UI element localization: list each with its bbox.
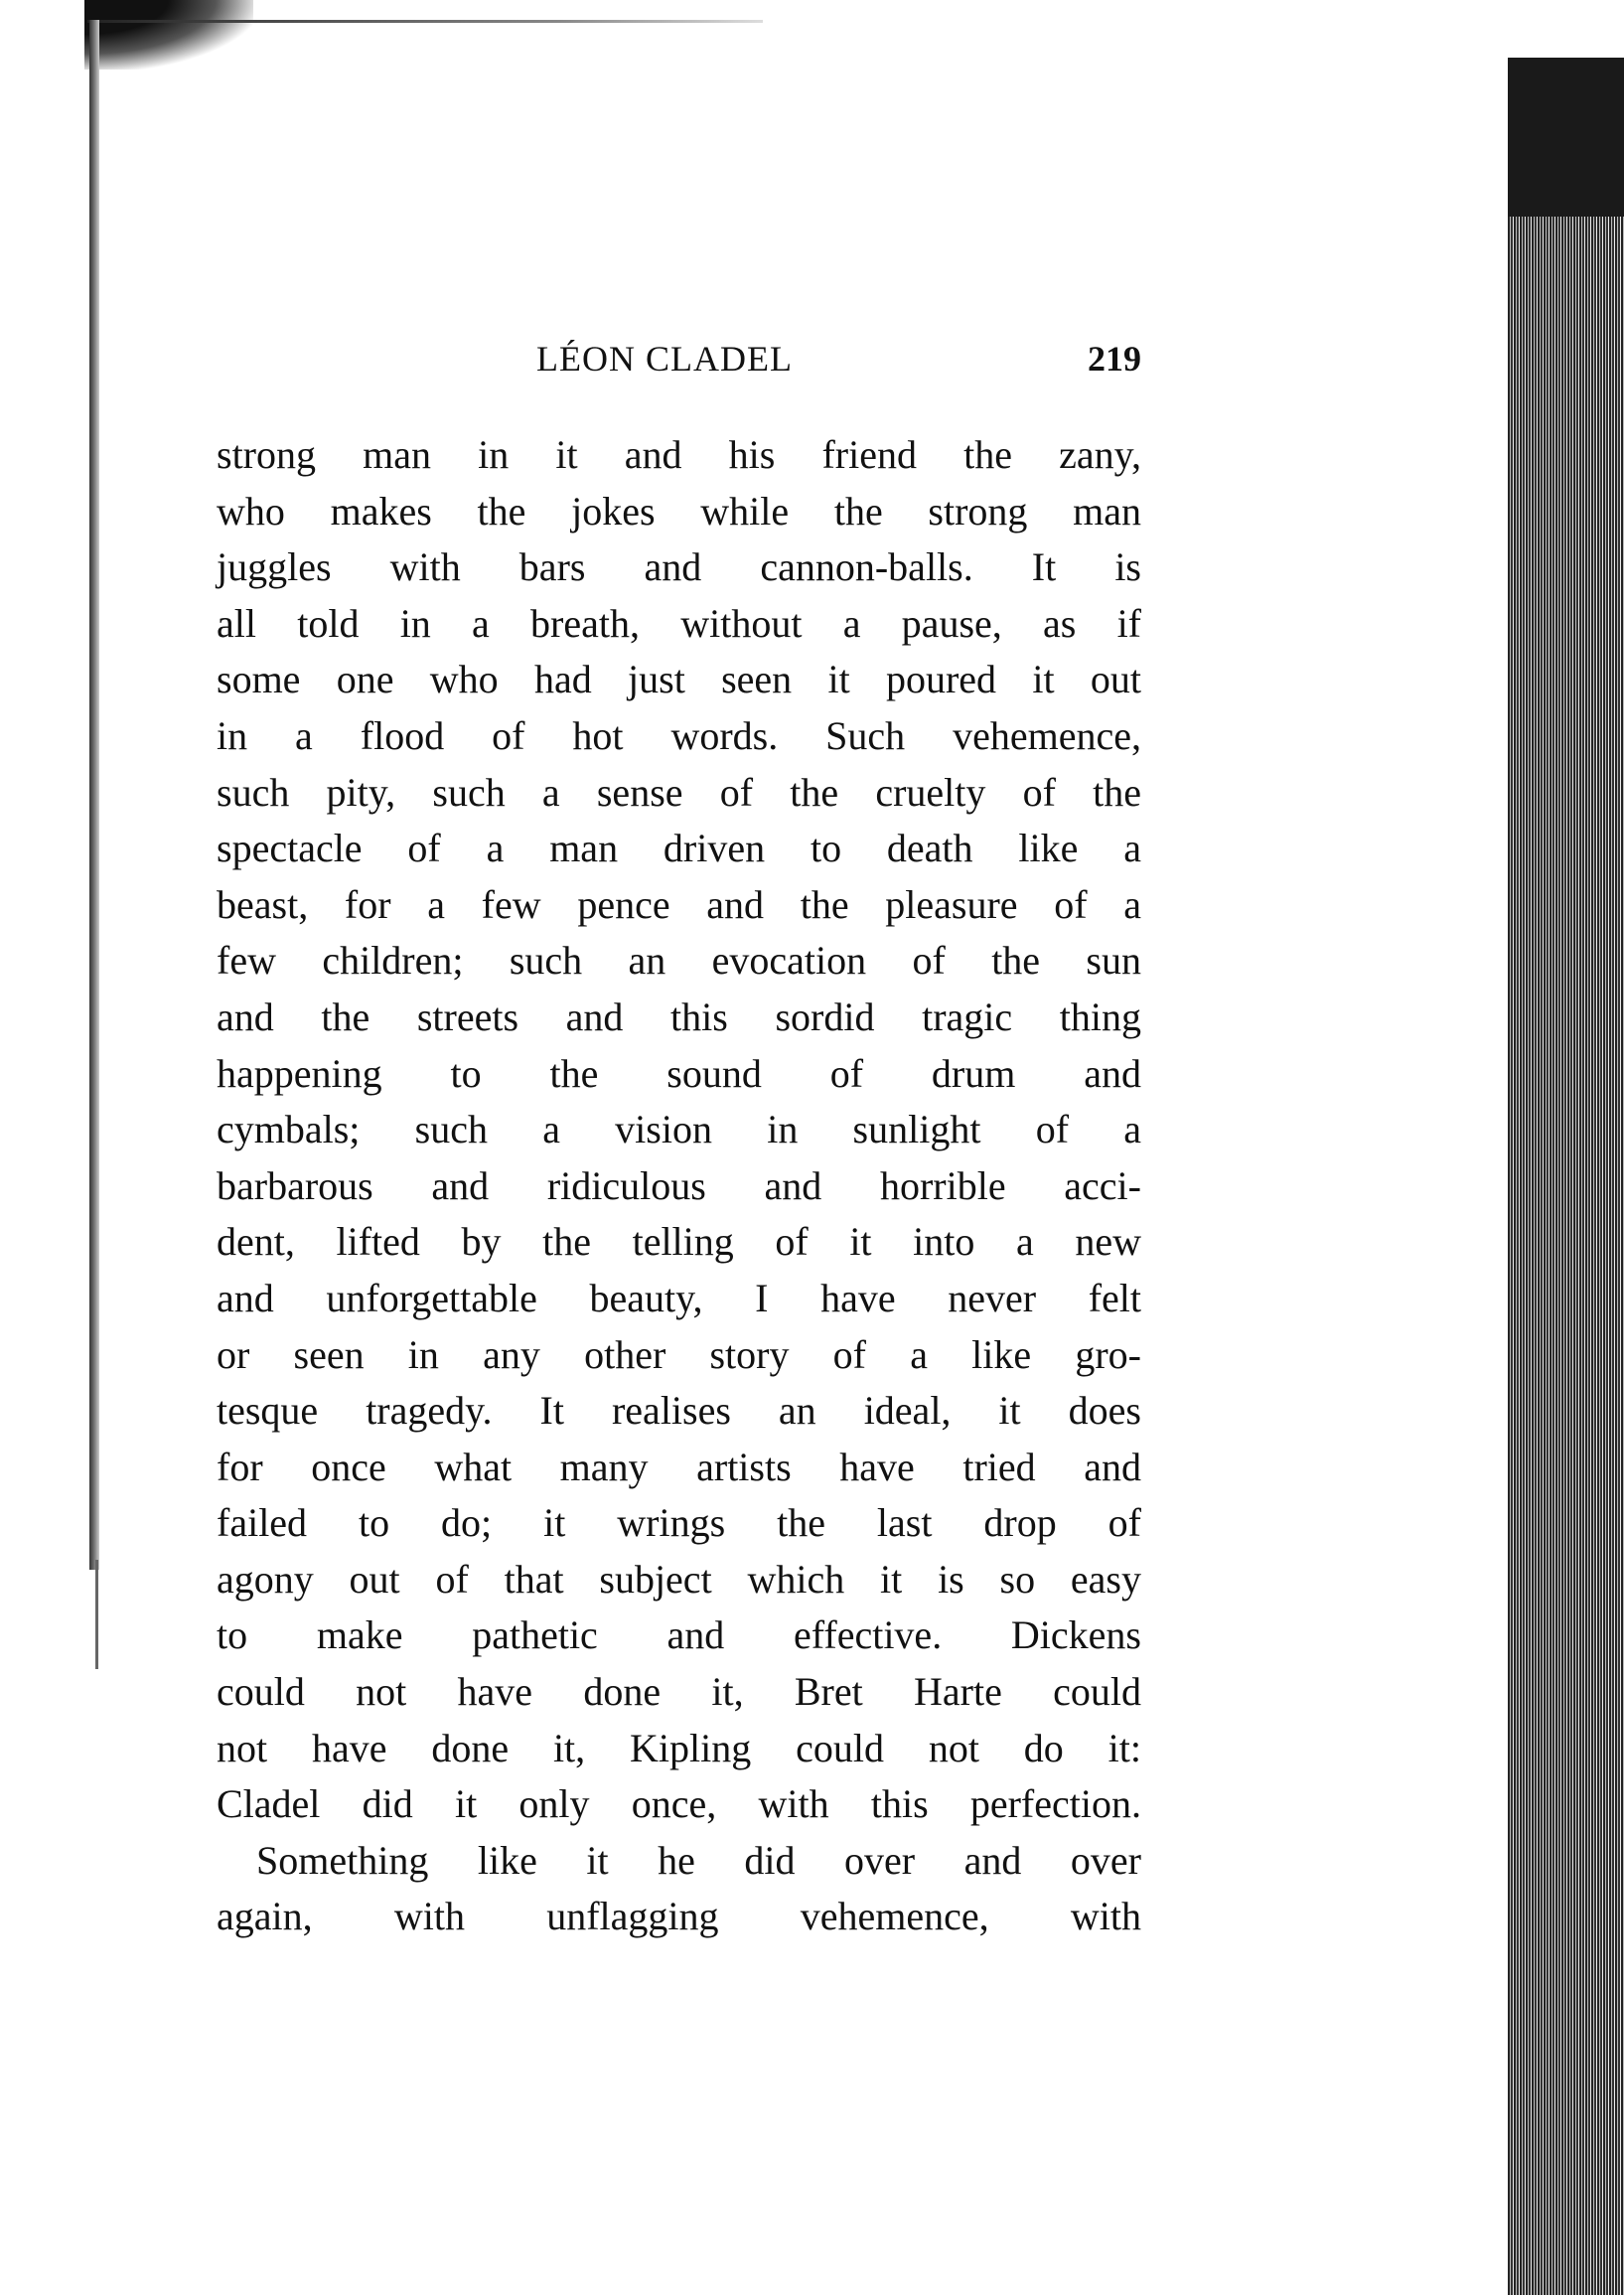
text-line: barbarous and ridiculous and horrible acci- (217, 1162, 1141, 1208)
text-line: not have done it, Kipling could not do it: (217, 1725, 1141, 1770)
page-left-edge (89, 20, 99, 1570)
text-line: tesque tragedy. It realises an ideal, it does (217, 1388, 1141, 1434)
page-corner-shadow (84, 0, 253, 70)
book-spine-edge (1508, 58, 1624, 2295)
page-number: 219 (1088, 339, 1141, 379)
text-line: strong man in it and his friend the zany, (217, 432, 1141, 477)
text-line: spectacle of a man driven to death like a (217, 826, 1141, 871)
text-line: few children; such an evocation of the sun (217, 938, 1141, 984)
text-line: agony out of that subject which it is so easy (217, 1556, 1141, 1602)
text-line: dent, lifted by the telling of it into a new (217, 1219, 1141, 1265)
body-text (217, 427, 1141, 1945)
text-line: again, with unflagging vehemence, with (217, 1894, 1141, 1939)
page-left-edge-mark (95, 1560, 98, 1669)
text-line: and the streets and this sordid tragic thing (217, 994, 1141, 1039)
text-line: such pity, such a sense of the cruelty of the (217, 769, 1141, 815)
text-line: cymbals; such a vision in sunlight of a (217, 1107, 1141, 1152)
text-line: all told in a breath, without a pause, as if (217, 600, 1141, 646)
text-line: beast, for a few pence and the pleasure of a (217, 881, 1141, 927)
text-line: who makes the jokes while the strong man (217, 488, 1141, 534)
text-line: failed to do; it wrings the last drop of (217, 1500, 1141, 1546)
running-title: LÉON CLADEL (536, 339, 793, 379)
text-line: some one who had just seen it poured it out (217, 657, 1141, 702)
text-line: could not have done it, Bret Harte could (217, 1669, 1141, 1715)
text-line: and unforgettable beauty, I have never felt (217, 1275, 1141, 1320)
text-line: Something like it he did over and over (256, 1837, 1141, 1883)
text-line: Cladel did it only once, with this perfection. (217, 1781, 1141, 1827)
text-line: happening to the sound of drum and (217, 1050, 1141, 1096)
running-header (217, 338, 1141, 387)
text-line: for once what many artists have tried and (217, 1444, 1141, 1489)
text-line: to make pathetic and effective. Dickens (217, 1612, 1141, 1658)
page-top-edge (87, 20, 763, 23)
text-line: or seen in any other story of a like gro- (217, 1331, 1141, 1377)
text-line: in a flood of hot words. Such vehemence, (217, 712, 1141, 758)
text-line: juggles with bars and cannon-balls. It is (217, 544, 1141, 590)
